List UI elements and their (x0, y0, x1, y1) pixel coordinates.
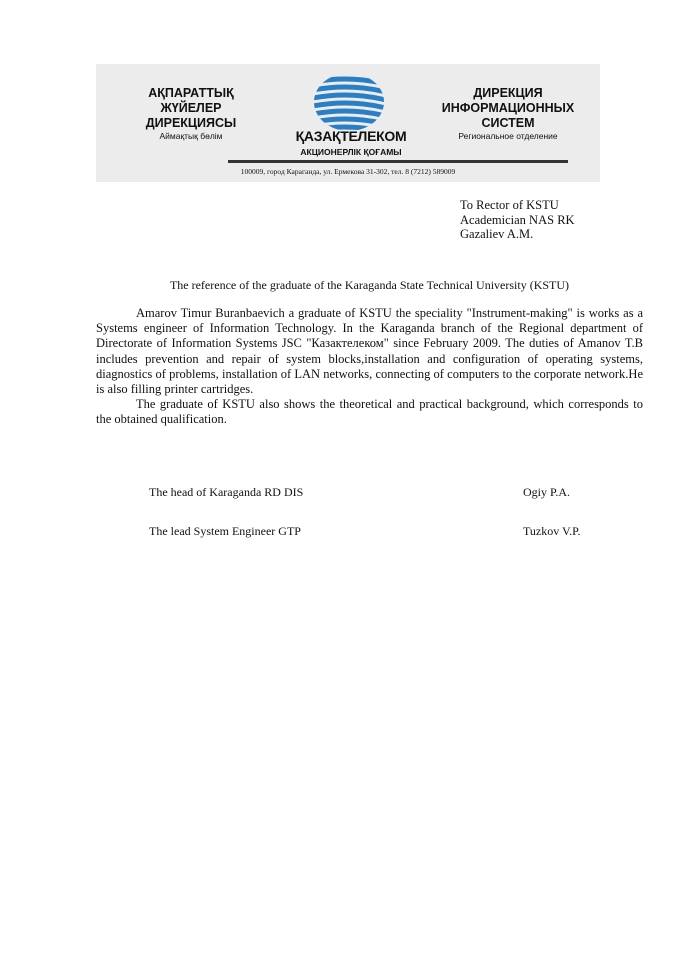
signature-row (149, 485, 589, 500)
letterhead-left-block (96, 86, 286, 142)
body-paragraph: Amarov Timur Buranbaevich a graduate of KSTU the speciality "Instrument-making" is works as a Systems engineer of Information Technology. In the Karaganda branch of the Regional department of Directorate of Information Systems JSC "Казактелеком" since February 2009. The duties of Amanov T.B includes prevention and repair of system blocks,installation and configuration of operating systems, diagnostics of problems, installation of LAN networks, connecting of computers to the corporate network.He is also filling printer cartridges. (96, 306, 643, 397)
document-body (96, 306, 643, 428)
letterhead (96, 64, 600, 182)
document-title: The reference of the graduate of the Karaganda State Technical University (KSTU) (169, 278, 570, 292)
recipient-line: To Rector of KSTU (460, 198, 559, 212)
body-paragraph: The graduate of KSTU also shows the theoretical and practical background, which corresponds to the obtained qualification. (96, 397, 643, 427)
letterhead-right-block (416, 86, 600, 142)
recipient-block (460, 198, 575, 242)
letterhead-divider (228, 160, 568, 163)
recipient-line: Academician NAS RK (460, 212, 575, 227)
signature-name: Ogiy P.A. (523, 485, 571, 499)
recipient-line: Gazaliev A.M. (460, 227, 534, 241)
brand-name: ҚАЗАҚТЕЛЕКОМ (295, 128, 407, 144)
signature-role: The lead System Engineer GTP (149, 524, 301, 538)
kazakhtelecom-logo-icon (312, 72, 386, 132)
letterhead-left-line: ЖҮЙЕЛЕР (160, 101, 222, 115)
letterhead-right-line: СИСТЕМ (481, 116, 535, 130)
letterhead-left-line: ДИРЕКЦИЯСЫ (145, 116, 237, 130)
letterhead-address: 100009, город Караганда, ул. Ермекова 31-302, тел. 8 (7212) 589009 (240, 167, 456, 176)
letterhead-right-sub: Региональное отделение (458, 131, 558, 141)
letterhead-left-sub: Аймақтық бөлім (159, 131, 223, 141)
letterhead-left-line: АҚПАРАТТЫҚ (148, 86, 234, 100)
brand-sub: АКЦИОНЕРЛІК ҚОҒАМЫ (300, 147, 402, 157)
signature-row (149, 524, 589, 539)
letterhead-right-line: ИНФОРМАЦИОННЫХ (441, 101, 575, 115)
letterhead-right-line: ДИРЕКЦИЯ (473, 86, 543, 100)
signature-name: Tuzkov V.P. (523, 524, 581, 538)
signature-role: The head of Karaganda RD DIS (149, 485, 304, 499)
